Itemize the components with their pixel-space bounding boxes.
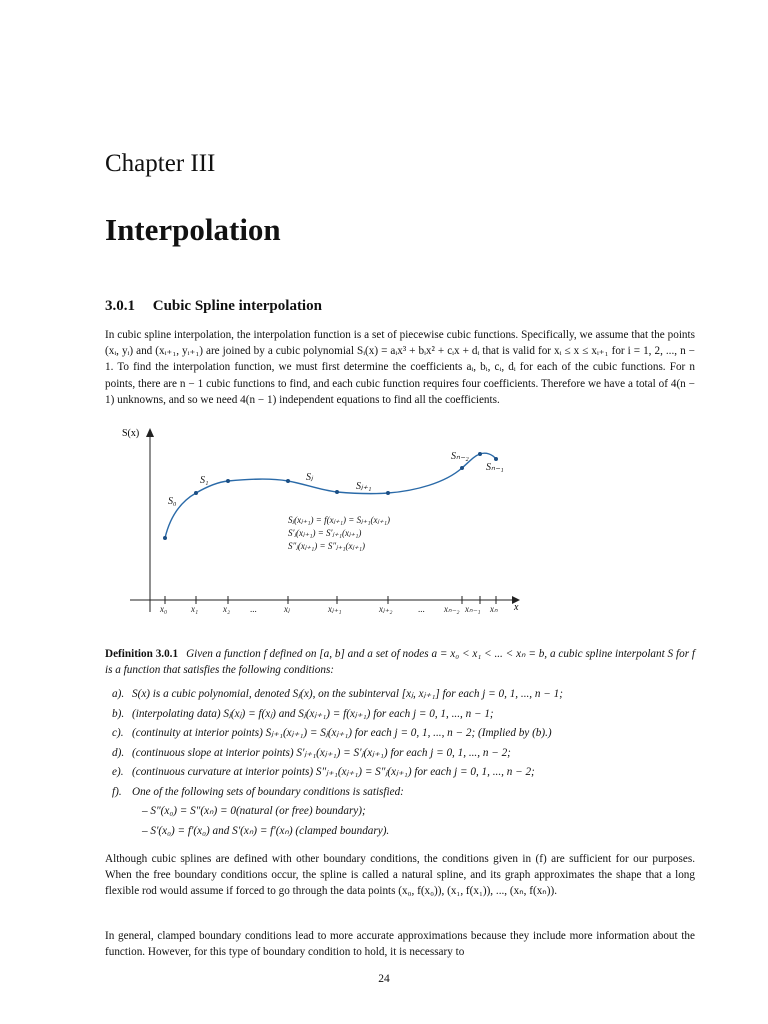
body-paragraph: Although cubic splines are defined with other boundary conditions, the conditions given in (f) are sufficient for our purposes. When the free boundary conditions occur, the spline is called a natural spline, and its graph approximates the shape that a long flexible rod would assume if forced to go through the data points (x₀, f(x₀)), (x₁, f(x₁)), ..., (xₙ, f(xₙ)). <box>105 853 695 898</box>
condition-item <box>112 744 702 764</box>
section-title: Cubic Spline interpolation <box>152 298 322 314</box>
page-number: 24 <box>378 973 390 985</box>
equation-value: Sⱼ(xⱼ₊₁) = f(xⱼ₊₁) = Sⱼ₊₁(xⱼ₊₁) <box>288 515 390 525</box>
equation-curvature: S″ⱼ(xⱼ₊₁) = S″ⱼ₊₁(xⱼ₊₁) <box>288 541 365 551</box>
knot-point <box>286 479 290 483</box>
tick-label-dots: ... <box>250 604 257 614</box>
spline-curve <box>165 453 496 538</box>
boundary-natural: – S″(x₀) = S″(xₙ) = 0(natural (or free) boundary); <box>142 805 366 817</box>
knot-point <box>460 466 464 470</box>
condition-text: One of the following sets of boundary conditions is satisfied: <box>132 785 404 798</box>
knot-point <box>226 479 230 483</box>
tick-label-x0: x₀ <box>160 604 168 614</box>
condition-label: c). <box>112 727 124 739</box>
knot-point <box>386 491 390 495</box>
tick-label-x1: x₁ <box>191 604 199 614</box>
condition-item <box>112 685 702 705</box>
segment-label-sn2: Sₙ₋₂ <box>451 451 469 462</box>
condition-item <box>112 705 702 725</box>
y-axis-arrow <box>146 428 154 437</box>
tick-label-dots: ... <box>418 604 425 614</box>
segment-label-sj: Sⱼ <box>306 472 313 483</box>
condition-label: d). <box>112 746 125 759</box>
spline-diagram <box>120 422 540 618</box>
definition-lead: Definition 3.0.1 <box>105 648 179 660</box>
condition-item <box>112 783 702 803</box>
section-number: 3.0.1 <box>105 298 135 314</box>
segment-label-sj1: Sⱼ₊₁ <box>356 481 372 492</box>
condition-label: e). <box>112 766 124 778</box>
segment-label-sn1: Sₙ₋₁ <box>486 462 504 473</box>
boundary-clamped: – S′(x₀) = f′(x₀) and S′(xₙ) = f′(xₙ) (clamped boundary). <box>142 824 390 837</box>
y-axis-label: S(x) <box>122 428 140 439</box>
knot-point <box>478 452 482 456</box>
spline-figure <box>120 422 540 622</box>
x-axis-label: x <box>514 602 519 613</box>
condition-label: b). <box>112 707 125 720</box>
intro-paragraph: In cubic spline interpolation, the interpolation function is a set of piecewise cubic functions. Specifically, we assume that the points (xᵢ, yᵢ) and (xᵢ₊₁, yᵢ₊₁) are joined by a cubic polynomial Sᵢ(x) = aᵢx³ + bᵢx² + cᵢx + dᵢ that is valid for xᵢ ≤ x ≤ xᵢ₊₁ for i = 1, 2, ..., n − 1. To find the interpolation function, we must first determine the coefficients aᵢ, bᵢ, cᵢ, dᵢ for each of the cubic functions. For n points, there are n − 1 cubic functions to find, and each cubic function requires four coefficients. Therefore we have a total of 4(n − 1) unknowns, and so we need 4(n − 1) independent equations to find all the coefficients. <box>105 329 695 406</box>
equation-slope: S′ⱼ(xⱼ₊₁) = S′ⱼ₊₁(xⱼ₊₁) <box>288 528 362 538</box>
conditions-list <box>112 685 702 841</box>
body-paragraph: In general, clamped boundary conditions lead to more accurate approximations because they include more information about the function. However, for this type of boundary condition to hold, it is necessary to <box>105 930 695 959</box>
chapter-title: Interpolation <box>105 212 281 247</box>
knot-point <box>194 491 198 495</box>
condition-text: S(x) is a cubic polynomial, denoted Sⱼ(x), on the subinterval [xⱼ, xⱼ₊₁] for each j = 0, 1, ..., n − 1; <box>132 688 563 700</box>
segment-label-s0: S₀ <box>168 496 177 507</box>
tick-label-xn1: xₙ₋₁ <box>465 604 481 614</box>
condition-item <box>112 763 702 783</box>
knot-point <box>163 536 167 540</box>
knot-point <box>494 457 498 461</box>
segment-label-s1: S₁ <box>200 475 209 486</box>
section-heading <box>105 298 322 315</box>
condition-item <box>112 724 702 744</box>
tick-label-xn2: xₙ₋₂ <box>444 604 460 614</box>
condition-text: (interpolating data) Sⱼ(xⱼ) = f(xⱼ) and Sⱼ(xⱼ₊₁) = f(xⱼ₊₁) for each j = 0, 1, ..., n − 1; <box>132 707 494 720</box>
condition-label: f). <box>112 785 122 798</box>
condition-label: a). <box>112 688 125 700</box>
tick-label-xj2: xⱼ₊₂ <box>379 604 393 614</box>
condition-text: (continuity at interior points) Sⱼ₊₁(xⱼ₊₁) = Sⱼ(xⱼ₊₁) for each j = 0, 1, ..., n − 2; (Implied by (b).) <box>132 727 552 739</box>
definition-text: Given a function f defined on [a, b] and a set of nodes a = x₀ < x₁ < ... < xₙ = b, a cubic spline interpolant S for f is a function that satisfies the following conditions: <box>105 648 695 677</box>
condition-text: (continuous slope at interior points) S′ⱼ₊₁(xⱼ₊₁) = S′ⱼ(xⱼ₊₁) for each j = 0, 1, ..., n − 2; <box>132 746 511 759</box>
chapter-heading: Chapter III <box>105 150 216 177</box>
condition-text: (continuous curvature at interior points) S″ⱼ₊₁(xⱼ₊₁) = S″ⱼ(xⱼ₊₁) for each j = 0, 1, ..., n − 2; <box>132 766 535 778</box>
tick-label-xn: xₙ <box>490 604 498 614</box>
tick-label-x2: x₂ <box>223 604 231 614</box>
knot-point <box>335 490 339 494</box>
tick-label-xj: xⱼ <box>284 604 290 614</box>
tick-label-xj1: xⱼ₊₁ <box>328 604 342 614</box>
definition-paragraph <box>105 646 695 678</box>
